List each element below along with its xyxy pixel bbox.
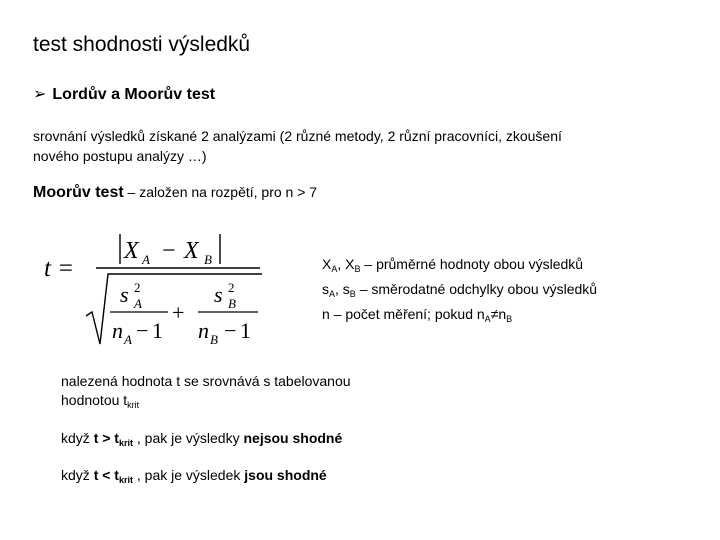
formula-plus: + bbox=[172, 300, 185, 325]
comparison-note bbox=[61, 372, 351, 415]
formula-sub-b: B bbox=[204, 252, 212, 267]
legend-line-means: $X_A$, $X_B$ – průměrné hodnoty obou výsledků bbox=[322, 256, 584, 274]
moore-test-text: – založen na rozpětí, pro n > 7 bbox=[123, 184, 318, 200]
moore-test-definition bbox=[33, 184, 317, 202]
formula-nb: n bbox=[198, 318, 209, 343]
section-heading-text: Lordův a Moorův test bbox=[52, 86, 216, 103]
formula-lhs: t = bbox=[44, 255, 75, 282]
moore-test-label: Moorův test bbox=[33, 184, 124, 201]
formula-s-a: s bbox=[120, 282, 129, 307]
formula-sq-a: 2 bbox=[134, 280, 141, 295]
page-title: test shodnosti výsledků bbox=[33, 33, 251, 56]
comparison-line-2: hodnotou $t_{krit}$ bbox=[61, 392, 140, 410]
formula-na: n bbox=[112, 318, 123, 343]
intro-line-2: nového postupu analýzy …) bbox=[33, 148, 207, 164]
formula-sa-sub: A bbox=[134, 296, 142, 311]
section-heading bbox=[33, 84, 215, 104]
legend-line-count: n – počet měření; pokud $n_A\ne n_B$ bbox=[322, 306, 513, 324]
formula-sq-b: 2 bbox=[228, 280, 235, 295]
formula-minus: − bbox=[162, 238, 176, 264]
formula-nb-sub: B bbox=[210, 332, 218, 347]
formula-legend bbox=[322, 254, 597, 329]
formula-minus-a: − bbox=[136, 318, 149, 343]
moore-test-formula bbox=[38, 220, 308, 360]
formula-sub-a: A bbox=[142, 252, 150, 267]
case-not-equal: když $t > t_{krit}$ , pak je výsledky nejsou shodné bbox=[61, 430, 343, 448]
intro-paragraph bbox=[33, 126, 562, 166]
legend-line-deviations: $s_A$, $s_B$ – směrodatné odchylky obou výsledků bbox=[322, 281, 598, 299]
formula-one-a: 1 bbox=[152, 318, 163, 343]
formula-minus-b: − bbox=[224, 318, 237, 343]
comparison-line-1: nalezená hodnota t se srovnává s tabelovanou bbox=[61, 373, 351, 389]
arrow-bullet-icon: ➢ bbox=[33, 86, 47, 103]
formula-xb: X bbox=[184, 238, 199, 264]
formula-xa: X bbox=[124, 238, 139, 264]
formula-s-b: s bbox=[214, 282, 223, 307]
formula-one-b: 1 bbox=[240, 318, 251, 343]
case-equal: když $t < t_{krit}$ , pak je výsledek jsou shodné bbox=[61, 467, 327, 485]
intro-line-1: srovnání výsledků získané 2 analýzami (2 různé metody, 2 různí pracovníci, zkoušení bbox=[33, 128, 562, 144]
formula-na-sub: A bbox=[124, 332, 132, 347]
formula-sb-sub: B bbox=[228, 296, 236, 311]
